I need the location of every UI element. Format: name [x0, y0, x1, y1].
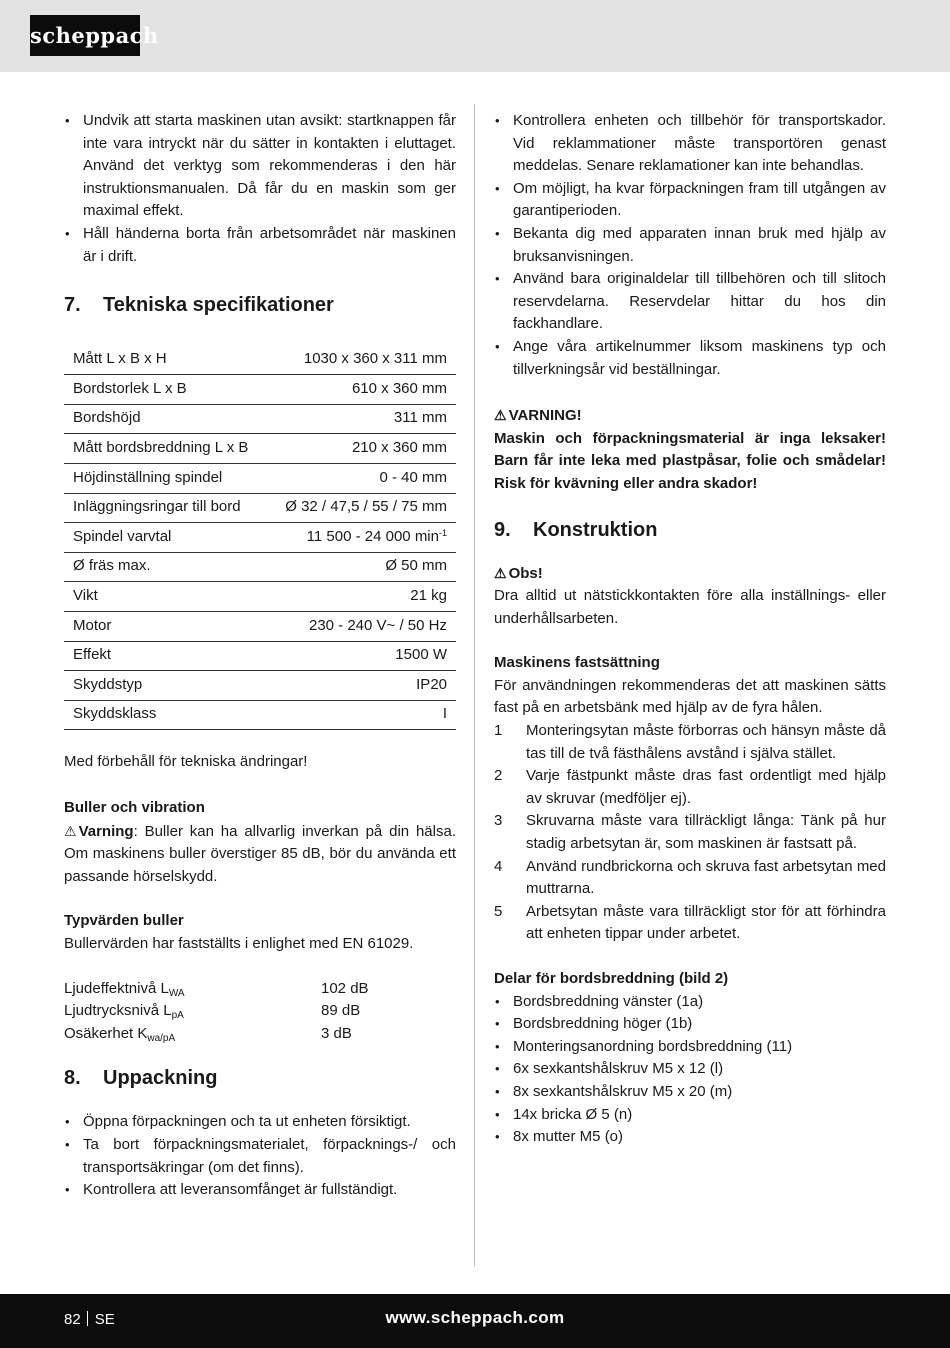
table-row: [64, 582, 456, 612]
spec-table: [64, 345, 456, 730]
table-row: [64, 700, 456, 730]
spec-label: Inläggningsringar till bord: [64, 493, 274, 523]
spec-value: 0 - 40 mm: [274, 464, 456, 494]
noise-label: Ljudtrycksnivå $L_{pA}$: [64, 1002, 184, 1022]
spec-value: IP20: [274, 671, 456, 701]
spec-label: Motor: [64, 612, 274, 642]
spec-label: Bordstorlek L x B: [64, 375, 274, 405]
list-item: 2 Varje fästpunkt måste dras fast ordentligt med hjälp av skruvar (medföljer ej).: [494, 767, 886, 807]
reservation-note: Med förbehåll för tekniska ändringar!: [64, 753, 308, 771]
section-number: 7.: [64, 294, 81, 317]
warning-label: Varning: [78, 822, 134, 840]
list-item: • Om möjligt, ha kvar förpackningen fram till utgången av garantiperioden.: [494, 178, 886, 223]
spec-value: 210 x 360 mm: [274, 434, 456, 464]
noise-values: [64, 978, 456, 1046]
list-item: • Monteringsanordning bordsbreddning (11): [494, 1036, 886, 1059]
parts-list: [494, 991, 886, 1149]
table-row: [64, 404, 456, 434]
noise-value: 89 dB: [321, 1002, 361, 1020]
obs-title: Obs!: [508, 564, 543, 582]
table-row: [64, 345, 456, 375]
spec-value: 311 mm: [274, 404, 456, 434]
mounting-heading: Maskinens fastsättning: [494, 654, 660, 672]
list-item: • Bekanta dig med apparaten innan bruk med hjälp av bruksanvisningen.: [494, 223, 886, 268]
warning-heading: [494, 404, 886, 428]
section-heading-8: [64, 1065, 456, 1091]
spec-label: Skyddstyp: [64, 671, 274, 701]
list-item: • 8x mutter M5 (o): [494, 1126, 886, 1149]
spec-value: 610 x 360 mm: [274, 375, 456, 405]
spec-value: 21 kg: [274, 582, 456, 612]
scheppach-logo: scheppach: [30, 15, 140, 56]
noise-heading: Buller och vibration: [64, 798, 205, 816]
list-item: • Ta bort förpackningsmaterialet, förpacknings-/ och transportsäkringar (om det finns).: [64, 1134, 456, 1179]
section-title: Konstruktion: [533, 518, 658, 541]
list-item: • Håll händerna borta från arbetsområdet när maskinen är i drift.: [64, 223, 456, 268]
website-url: www.scheppach.com: [385, 1308, 565, 1327]
noise-label: Ljudeffektnivå $L_{WA}$: [64, 979, 185, 999]
list-item: 1 Monteringsytan måste förborras och hänsyn måste då tas till de två fästhålens avstånd i själva stället.: [494, 722, 886, 762]
obs-heading: [494, 562, 886, 586]
spec-label: Bordshöjd: [64, 404, 274, 434]
table-row: [64, 671, 456, 701]
noise-warning: [64, 820, 456, 889]
page-footer: [0, 1294, 950, 1348]
spec-label: Vikt: [64, 582, 274, 612]
spec-value: 1500 W: [274, 641, 456, 671]
right-column: [494, 110, 886, 1149]
section-heading-7: [64, 292, 456, 318]
noise-label: Osäkerhet $K_{wa/pA}$: [64, 1024, 176, 1044]
spec-label: Höjdinställning spindel: [64, 464, 274, 494]
section-title: Uppackning: [103, 1067, 218, 1090]
spec-label: Mått bordsbreddning L x B: [64, 434, 274, 464]
page-number: 82 SE: [64, 1311, 115, 1328]
spec-value: 1030 x 360 x 311 mm: [274, 345, 456, 375]
list-item: • Ange våra artikelnummer liksom maskinens typ och tillverkningsår vid beställningar.: [494, 336, 886, 381]
spec-label: Ø fräs max.: [64, 552, 274, 582]
list-item: • Kontrollera enheten och tillbehör för transportskador. Vid reklammationer måste transportören genast meddelas. Senare reklamationer kan inte behandlas.: [494, 110, 886, 178]
column-divider: [474, 104, 475, 1266]
mounting-text: För användningen rekommenderas det att maskinen sätts fast på en arbetsbänk med hjälp av de fyra hålen.: [494, 676, 886, 717]
list-item: • Bordsbreddning vänster (1a): [494, 991, 886, 1014]
table-row: [64, 434, 456, 464]
spec-label: Effekt: [64, 641, 274, 671]
noise-value: 3 dB: [321, 1024, 352, 1042]
unpack-bullet-list: [64, 1111, 456, 1201]
spec-value: Ø 32 / 47,5 / 55 / 75 mm: [274, 493, 456, 523]
spec-label: Spindel varvtal: [64, 523, 274, 553]
spec-value: 230 - 240 V~ / 50 Hz: [274, 612, 456, 642]
spec-label: Skyddsklass: [64, 700, 274, 730]
typical-values-text: Bullervärden har fastställts i enlighet med EN 61029.: [64, 934, 414, 952]
list-item: • Öppna förpackningen och ta ut enheten försiktigt.: [64, 1111, 456, 1134]
table-row: [64, 612, 456, 642]
table-row: [64, 375, 456, 405]
check-bullet-list: [494, 110, 886, 381]
warning-triangle-icon: ⚠: [494, 564, 507, 581]
list-item: • Kontrollera att leveransomfånget är fullständigt.: [64, 1179, 456, 1202]
spec-value: I: [274, 700, 456, 730]
list-item: • 14x bricka Ø 5 (n): [494, 1104, 886, 1127]
table-row: [64, 641, 456, 671]
warning-title: VARNING!: [508, 407, 582, 425]
warning-text: : Buller kan ha allvarlig inverkan på din hälsa. Om maskinens buller överstiger 85 dB, bör du använda ett passande hörselskydd.: [64, 822, 456, 885]
section-title: Tekniska specifikationer: [103, 294, 334, 317]
list-item: 4 Använd rundbrickorna och skruva fast arbetsytan med muttrarna.: [494, 857, 886, 898]
parts-heading: Delar för bordsbreddning (bild 2): [494, 970, 729, 987]
list-item: 3 Skruvarna måste vara tillräckligt långa: Tänk på hur stadig arbetsytan är, som maskinen är fastsatt på.: [494, 812, 886, 853]
list-item: • 8x sexkantshålskruv M5 x 20 (m): [494, 1081, 886, 1104]
spec-label: Mått L x B x H: [64, 345, 274, 375]
list-item: • Bordsbreddning höger (1b): [494, 1013, 886, 1036]
spec-value: Ø 50 mm: [274, 552, 456, 582]
list-item: 5 Arbetsytan måste vara tillräckligt stor för att förhindra att enheten tippar under arbetet.: [494, 902, 886, 943]
table-row: [64, 493, 456, 523]
mounting-steps: [494, 720, 886, 946]
list-item: • 6x sexkantshålskruv M5 x 12 (l): [494, 1058, 886, 1081]
spec-value: 11 500 - 24 000 $\min^{-1}$: [274, 523, 456, 553]
table-row: [64, 523, 456, 553]
warning-triangle-icon: ⚠: [494, 407, 507, 424]
table-row: [64, 552, 456, 582]
left-column: [64, 110, 456, 1202]
obs-text: Dra alltid ut nätstickkontakten före alla inställnings- eller underhållsarbeten.: [494, 587, 886, 627]
intro-bullet-list: [64, 110, 456, 268]
noise-value: 102 dB: [321, 979, 369, 997]
section-heading-9: [494, 517, 886, 543]
table-row: [64, 464, 456, 494]
warning-triangle-icon: ⚠: [64, 822, 77, 839]
section-number: 9.: [494, 518, 511, 541]
page-header: [0, 0, 950, 72]
warning-text: Maskin och förpackningsmaterial är inga leksaker! Barn får inte leka med plastpåsar, folie och smådelar! Risk för kvävning eller andra skador!: [494, 429, 886, 492]
list-item: • Använd bara originaldelar till tillbehören och till slitoch reservdelarna. Reservdelar hittar du hos din fackhandlare.: [494, 268, 886, 336]
typical-values-heading: Typvärden buller: [64, 912, 184, 930]
section-number: 8.: [64, 1067, 81, 1090]
list-item: • Undvik att starta maskinen utan avsikt: startknappen får inte vara intryckt när du sätter in kontakten i eluttaget. Använd det verktyg som rekommenderas i den här instruktionsmanualen. Då får du en maskin som ger maximal effekt.: [64, 110, 456, 223]
